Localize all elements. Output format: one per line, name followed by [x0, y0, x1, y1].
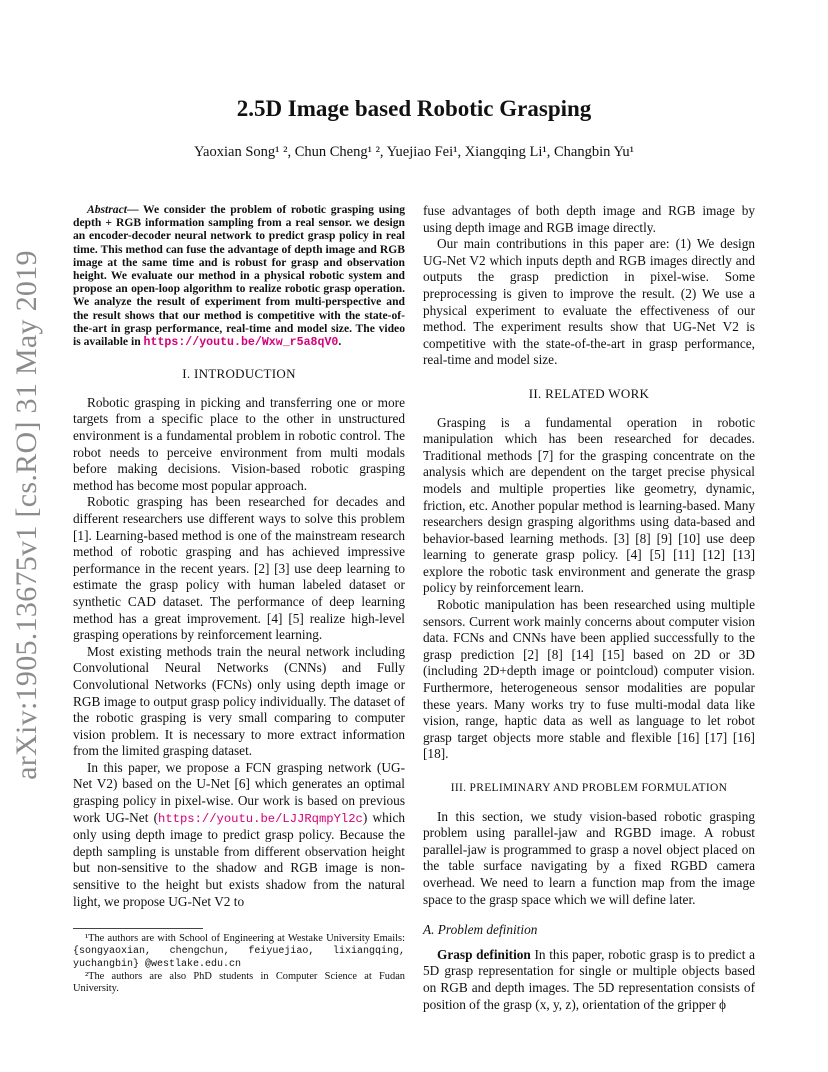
abstract-text: — We consider the problem of robotic grasping using depth + RGB information sampling from a real sensor. we design an encoder-decoder neural network to predict grasp policy in real time. This method can fuse the advantage of depth image and RGB image at the same time and is robust for grasp and observation height. We evaluate our method in a physical robotic system and propose an open-loop algorithm to realize robotic grasp operation. We analyze the result of experiment from multi-perspective and the result shows that our method is competitive with the state-of-the-art in grasp performance, real-time and model size. The video is available in [73, 203, 405, 349]
grasp-definition-lead: Grasp definition [437, 946, 531, 962]
abstract-end: . [338, 335, 342, 349]
footnote-2: ²The authors are also PhD students in Computer Science at Fudan University. [73, 971, 405, 994]
grasp-definition-paragraph [423, 947, 755, 1013]
section-heading-related-work: II. RELATED WORK [528, 385, 650, 401]
section-heading-preliminary: III. PRELIMINARY AND PROBLEM FORMULATION [450, 782, 728, 794]
arxiv-identifier: arXiv:1905.13675v1 [cs.RO] 31 May 2019 [10, 250, 43, 780]
section-heading-introduction: I. INTRODUCTION [182, 366, 296, 382]
intro-paragraph-2: Robotic grasping has been researched for decades and different researchers use different ways to solve this problem [1]. Learning-based method is one of the mainstream research method of robotic grasping and has achieved impressive performance in the recent years. [2] [3] use deep learning to estimate the grasp policy with human labeled dataset or synthetic CAD dataset. The performance of deep learning method has a great improvement. [4] [5] realize high-level grasping operations by reinforcement learning. [73, 494, 405, 643]
contributions-paragraph: Our main contributions in this paper are: (1) We design UG-Net V2 which inputs depth and RGB images directly and outputs the grasp prediction in pixel-wise. Some preprocessing is given to improve the result. (2) We use a physical experiment to evaluate the effectiveness of our method. The experiment results show that UG-Net V2 is competitive with the state-of-the-art in grasp performance, real-time and model size. [423, 236, 755, 368]
arxiv-sidebar [6, 245, 48, 785]
ugnet-video-link[interactable]: https://youtu.be/LJJRqmpYl2c [158, 811, 363, 826]
intro-paragraph-4-end: ) which only using depth image to predict grasp policy. Because the depth sampling is unstable from different observation height but non-sensitive to the shadow and RGB image is non-sensitive to the height but exists shadow from the natural light, we propose UG-Net V2 to [73, 809, 405, 909]
intro-paragraph-3: Most existing methods train the neural network including Convolutional Neural Networks (CNNs) and Fully Convolutional Networks (FCNs) only using depth image or RGB image to output grasp policy individually. The dataset of the robotic grasping is very small comparing to computer vision problem. It is necessary to more extract information from the limited grasping dataset. [73, 643, 405, 759]
author-list: Yaoxian Song¹ ², Chun Cheng¹ ², Yuejiao Fei¹, Xiangqing Li¹, Changbin Yu¹ [194, 144, 634, 160]
footnote-1-text: ¹The authors are with School of Engineering at Westake University Emails: [85, 933, 405, 944]
footnote-1-emails: {songyaoxian, chengchun, feiyuejiao, lixiangqing, yuchangbin} @westlake.edu.cn [73, 946, 405, 970]
intro-paragraph-1: Robotic grasping in picking and transferring one or more targets from a specific place to the other in unstructured environment is a fundamental problem in robotic control. The robot needs to perceive environment from multi modals before making decisions. Vision-based robotic grasping method has become most popular approach. [73, 394, 405, 493]
footnotes [73, 928, 405, 995]
abstract-label: Abstract [87, 203, 127, 216]
related-paragraph-2: Robotic manipulation has been researched using multiple sensors. Current work mainly concerns about computer vision data. FCNs and CNNs have been applied successfully to the grasp prediction [2] [8] [14] [15] based on 2D or 3D (including 2D+depth image or pointcloud) computer vision. Furthermore, heterogeneous sensor modalities are popular these years. Many works try to fuse multi-modal data like vision, range, haptic data as well as language to let robot grasp target objects more stable and flexible [16] [17] [16] [18]. [423, 597, 755, 762]
paper-title: 2.5D Image based Robotic Grasping [236, 96, 592, 121]
footnote-rule [73, 928, 203, 929]
right-column [423, 203, 755, 1013]
intro-paragraph-4 [73, 760, 405, 910]
preliminary-paragraph-1: In this section, we study vision-based robotic grasping problem using parallel-jaw and RGBD image. A robust parallel-jaw is programmed to grasp a novel object placed on the table surface navigating by a fixed RGBD camera overhead. We need to learn a function map from the image space to the grasp space which we will define later. [423, 808, 755, 907]
footnote-1 [73, 933, 405, 971]
abstract [73, 203, 405, 349]
related-paragraph-1: Grasping is a fundamental operation in robotic manipulation which has been researched for decades. Traditional methods [7] for the grasping concentrate on the analysis which are dependent on the target precise physical models and multiple properties like geometry, dynamic, friction, etc. Another popular method is learning-based. Many researchers design grasping algorithms using data-based and behavior-based learning methods. [3] [8] [9] [10] use deep learning to generate grasp policy. [4] [5] [11] [12] [13] explore the robotic task environment and generate the grasp policy by reinforcement learn. [423, 414, 755, 596]
subsection-heading-problem-definition: A. Problem definition [423, 922, 538, 938]
video-link[interactable]: https://youtu.be/Wxw_r5a8qV0 [143, 336, 339, 350]
intro-paragraph-4-start: In this paper, we propose a FCN grasping network (UG-Net V2) based on the U-Net [6] which generates an optimal grasping policy in pixel-wise. Our work is based on previous work UG-Net ( [73, 759, 405, 825]
intro-continued-paragraph: fuse advantages of both depth image and RGB image by using depth image and RGB image directly. [423, 203, 755, 235]
grasp-definition-text: In this paper, robotic grasp is to predict a 5D grasp representation for single or multiple objects based on RGB and depth images. The 5D representation consists of position of the grasp (x, y, z), orientation of the gripper ϕ [423, 946, 755, 1012]
left-column [73, 203, 405, 910]
